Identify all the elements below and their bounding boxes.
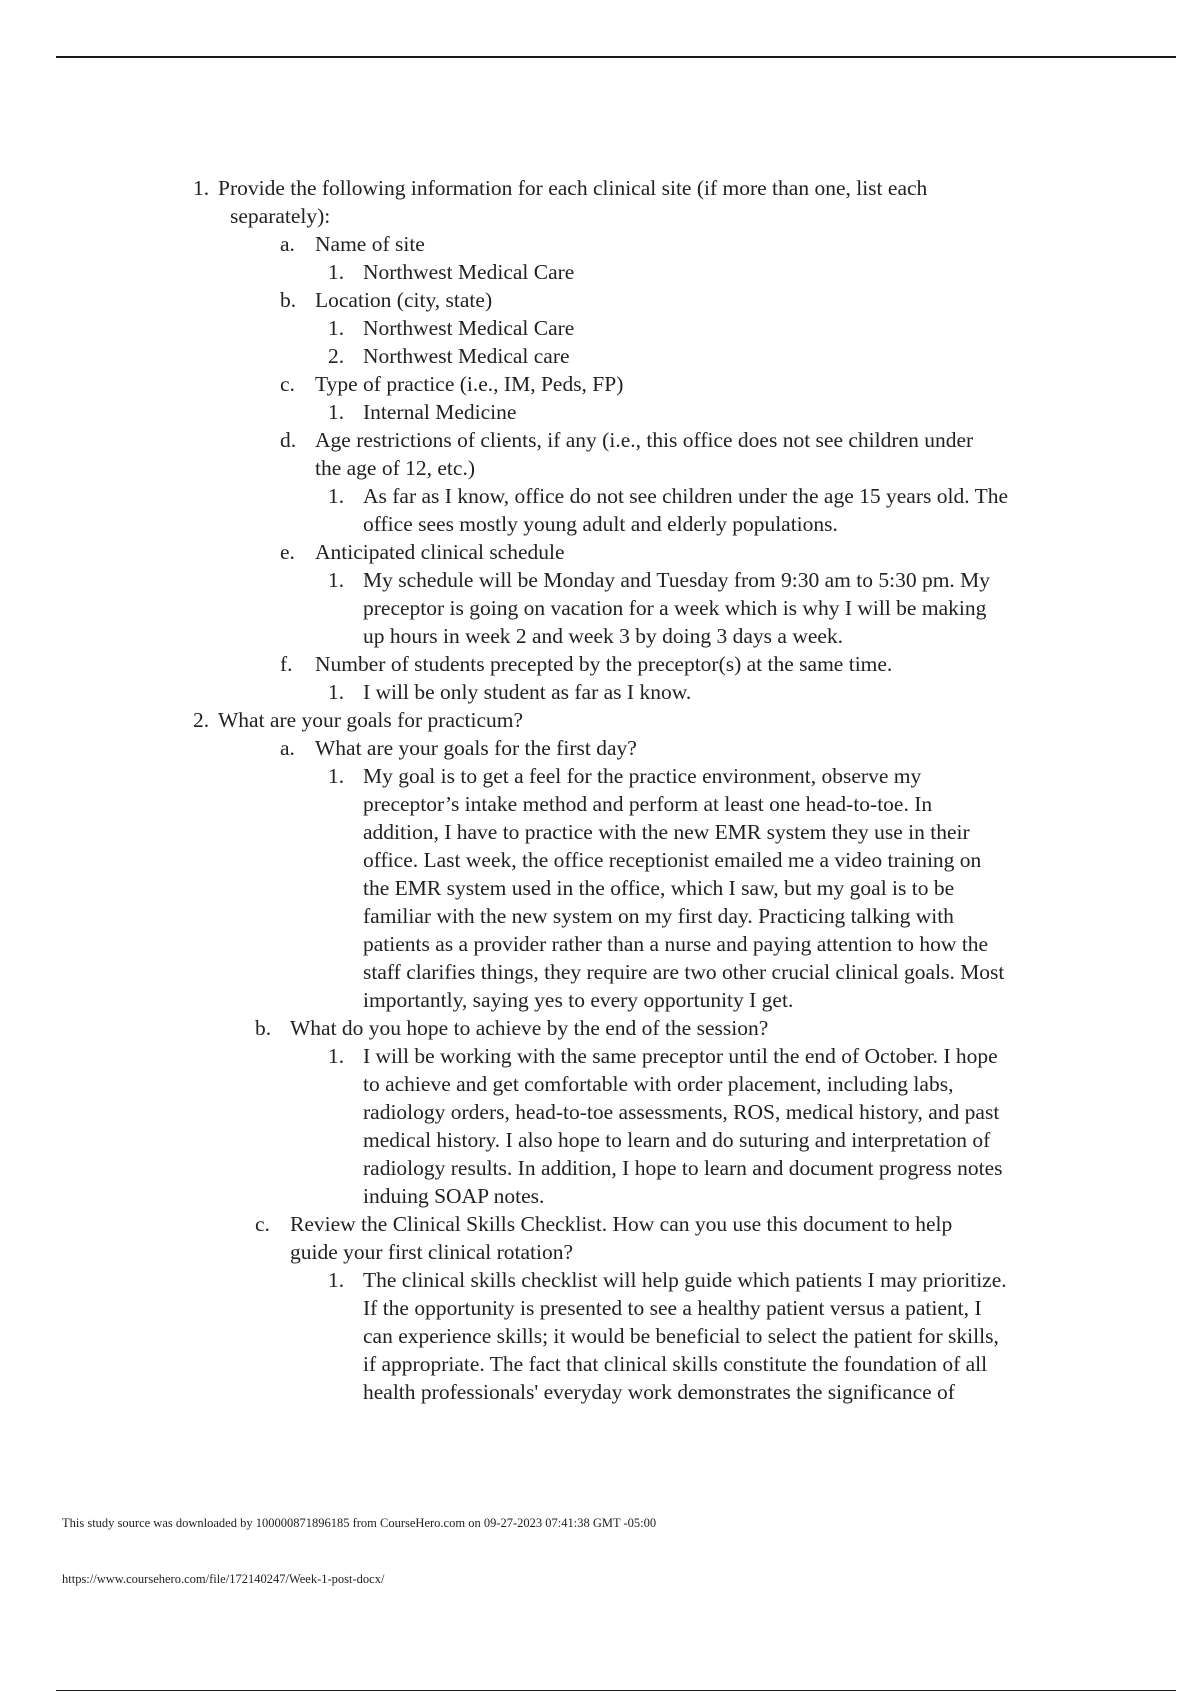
answer-text: Northwest Medical care xyxy=(363,344,570,368)
answer-text: radiology orders, head-to-toe assessments, ROS, medical history, and past xyxy=(363,1100,1000,1124)
item-text: separately): xyxy=(230,204,331,228)
sub-item-continuation xyxy=(0,1238,1200,1266)
answer-line xyxy=(0,1350,1200,1378)
answer-line xyxy=(0,622,1200,650)
answer-line xyxy=(0,902,1200,930)
answer-number: 1. xyxy=(328,1268,345,1292)
answer-text: I will be only student as far as I know. xyxy=(363,680,692,704)
download-notice: This study source was downloaded by 100000871896185 from CourseHero.com on 09-27-2023 07:41:38 GMT -05:00 xyxy=(62,1516,657,1530)
sub-item-text: What are your goals for the first day? xyxy=(315,736,637,760)
sub-item xyxy=(0,1014,1200,1042)
answer-text: As far as I know, office do not see children under the age 15 years old. The xyxy=(363,484,1008,508)
sub-item-text: Name of site xyxy=(315,232,425,256)
sub-item-text: the age of 12, etc.) xyxy=(315,456,475,480)
answer-line xyxy=(0,1378,1200,1406)
item-number: 2. xyxy=(193,708,210,732)
sub-item-letter: b. xyxy=(255,1016,272,1040)
answer-line xyxy=(0,846,1200,874)
answer-text: staff clarifies things, they require are two other crucial clinical goals. Most xyxy=(363,960,1005,984)
answer-text: radiology results. In addition, I hope to learn and document progress notes xyxy=(363,1156,1003,1180)
answer-line xyxy=(0,1154,1200,1182)
answer-line xyxy=(0,1182,1200,1210)
answer-line xyxy=(0,1322,1200,1350)
sub-item xyxy=(0,370,1200,398)
answer-text: to achieve and get comfortable with order placement, including labs, xyxy=(363,1072,954,1096)
answer-line xyxy=(0,818,1200,846)
answer-line xyxy=(0,258,1200,286)
answer-text: office. Last week, the office receptionist emailed me a video training on xyxy=(363,848,982,872)
sub-item-text: Age restrictions of clients, if any (i.e., this office does not see children under xyxy=(315,428,974,452)
item-text: What are your goals for practicum? xyxy=(218,708,524,732)
sub-item xyxy=(0,734,1200,762)
list-item xyxy=(0,706,1200,734)
sub-item-text: guide your first clinical rotation? xyxy=(290,1240,573,1264)
sub-item xyxy=(0,230,1200,258)
list-item xyxy=(0,174,1200,202)
answer-text: up hours in week 2 and week 3 by doing 3 days a week. xyxy=(363,624,844,648)
answer-text: if appropriate. The fact that clinical skills constitute the foundation of all xyxy=(363,1352,988,1376)
answer-text: health professionals' everyday work demonstrates the significance of xyxy=(363,1380,955,1404)
answer-text: My schedule will be Monday and Tuesday from 9:30 am to 5:30 pm. My xyxy=(363,568,991,592)
sub-item-letter: e. xyxy=(280,540,295,564)
answer-text: If the opportunity is presented to see a healthy patient versus a patient, I xyxy=(363,1296,982,1320)
sub-item-text: Anticipated clinical schedule xyxy=(315,540,565,564)
sub-item-letter: a. xyxy=(280,232,295,256)
answer-text: I will be working with the same preceptor until the end of October. I hope xyxy=(363,1044,998,1068)
answer-line xyxy=(0,930,1200,958)
answer-text: preceptor’s intake method and perform at least one head-to-toe. In xyxy=(363,792,933,816)
item-number: 1. xyxy=(193,176,210,200)
answer-text: patients as a provider rather than a nurse and paying attention to how the xyxy=(363,932,989,956)
sub-item xyxy=(0,538,1200,566)
answer-line xyxy=(0,678,1200,706)
answer-number: 1. xyxy=(328,260,345,284)
answer-line xyxy=(0,1098,1200,1126)
answer-text: preceptor is going on vacation for a week which is why I will be making xyxy=(363,596,987,620)
answer-text: importantly, saying yes to every opportunity I get. xyxy=(363,988,794,1012)
answer-number: 1. xyxy=(328,400,345,424)
sub-item-letter: d. xyxy=(280,428,297,452)
item-text: Provide the following information for each clinical site (if more than one, list each xyxy=(218,176,928,200)
answer-text: induing SOAP notes. xyxy=(363,1184,545,1208)
sub-item-letter: b. xyxy=(280,288,297,312)
sub-item xyxy=(0,1210,1200,1238)
sub-item-text: What do you hope to achieve by the end of the session? xyxy=(290,1016,769,1040)
answer-line xyxy=(0,1266,1200,1294)
answer-number: 1. xyxy=(328,568,345,592)
answer-line xyxy=(0,1294,1200,1322)
answer-line xyxy=(0,594,1200,622)
answer-line xyxy=(0,762,1200,790)
answer-line xyxy=(0,1042,1200,1070)
bottom-rule xyxy=(56,1690,1176,1691)
answer-line xyxy=(0,874,1200,902)
sub-item-letter: f. xyxy=(280,652,293,676)
sub-item xyxy=(0,650,1200,678)
answer-text: familiar with the new system on my first day. Practicing talking with xyxy=(363,904,954,928)
answer-text: addition, I have to practice with the new EMR system they use in their xyxy=(363,820,970,844)
answer-text: Internal Medicine xyxy=(363,400,517,424)
answer-text: office sees mostly young adult and elderly populations. xyxy=(363,512,838,536)
answer-line xyxy=(0,398,1200,426)
answer-line xyxy=(0,566,1200,594)
answer-text: can experience skills; it would be beneficial to select the patient for skills, xyxy=(363,1324,999,1348)
answer-text: My goal is to get a feel for the practice environment, observe my xyxy=(363,764,922,788)
sub-item-letter: c. xyxy=(280,372,295,396)
sub-item-text: Review the Clinical Skills Checklist. How can you use this document to help xyxy=(290,1212,953,1236)
answer-text: medical history. I also hope to learn and do suturing and interpretation of xyxy=(363,1128,991,1152)
sub-item-continuation xyxy=(0,454,1200,482)
answer-number: 1. xyxy=(328,484,345,508)
answer-line xyxy=(0,510,1200,538)
answer-line xyxy=(0,314,1200,342)
answer-line xyxy=(0,482,1200,510)
sub-item-letter: a. xyxy=(280,736,295,760)
sub-item-text: Location (city, state) xyxy=(315,288,493,312)
sub-item xyxy=(0,426,1200,454)
sub-item xyxy=(0,286,1200,314)
answer-text: The clinical skills checklist will help guide which patients I may prioritize. xyxy=(363,1268,1007,1292)
answer-number: 1. xyxy=(328,316,345,340)
answer-number: 1. xyxy=(328,764,345,788)
answer-number: 2. xyxy=(328,344,345,368)
source-url: https://www.coursehero.com/file/172140247/Week-1-post-docx/ xyxy=(62,1572,385,1586)
answer-line xyxy=(0,986,1200,1014)
answer-text: Northwest Medical Care xyxy=(363,260,575,284)
sub-item-text: Number of students precepted by the preceptor(s) at the same time. xyxy=(315,652,893,676)
top-rule xyxy=(56,56,1176,58)
answer-text: the EMR system used in the office, which I saw, but my goal is to be xyxy=(363,876,955,900)
answer-line xyxy=(0,958,1200,986)
sub-item-letter: c. xyxy=(255,1212,270,1236)
answer-text: Northwest Medical Care xyxy=(363,316,575,340)
answer-number: 1. xyxy=(328,1044,345,1068)
answer-line xyxy=(0,1070,1200,1098)
sub-item-text: Type of practice (i.e., IM, Peds, FP) xyxy=(315,372,624,396)
answer-line xyxy=(0,1126,1200,1154)
answer-line xyxy=(0,342,1200,370)
answer-number: 1. xyxy=(328,680,345,704)
list-item-continuation xyxy=(0,202,1200,230)
answer-line xyxy=(0,790,1200,818)
